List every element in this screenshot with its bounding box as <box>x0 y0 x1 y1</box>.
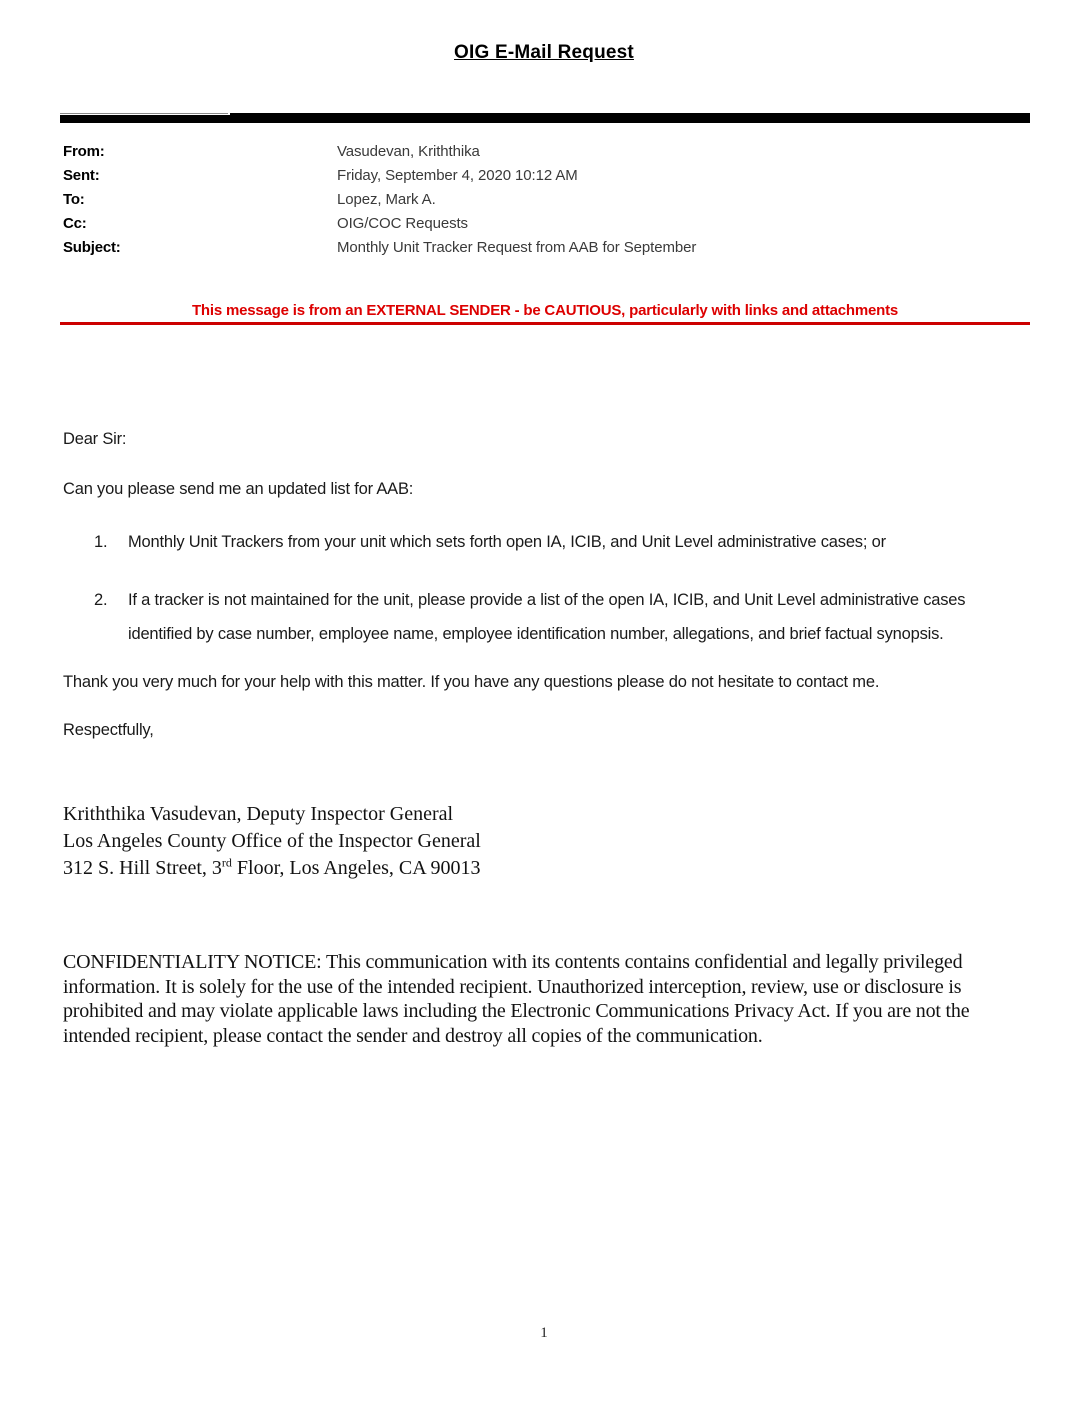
closing-paragraph: Thank you very much for your help with this matter. If you have any questions please do not hesitate to contact me. <box>63 673 880 691</box>
sent-value: Friday, September 4, 2020 10:12 AM <box>337 167 578 184</box>
header-divider-main <box>60 115 1030 123</box>
from-value: Vasudevan, Kriththika <box>337 143 480 160</box>
list-item-1 <box>63 525 988 559</box>
salutation: Dear Sir: <box>63 430 127 448</box>
header-row-cc <box>63 215 1030 239</box>
cc-label: Cc: <box>63 215 87 232</box>
document-title: OIG E-Mail Request <box>454 42 634 63</box>
signature-block <box>63 801 481 882</box>
header-divider-bar <box>60 112 1030 123</box>
address-suffix: Floor, Los Angeles, CA 90013 <box>231 857 481 879</box>
signature-organization: Los Angeles County Office of the Inspector General <box>63 830 481 852</box>
list-item-2 <box>63 583 988 651</box>
list-item-1-number: 1. <box>94 533 108 551</box>
valediction: Respectfully, <box>63 721 154 739</box>
list-item-1-text: Monthly Unit Trackers from your unit which sets forth open IA, ICIB, and Unit Level administrative cases; or <box>128 533 886 551</box>
cc-value: OIG/COC Requests <box>337 215 468 232</box>
from-label: From: <box>63 143 105 160</box>
confidentiality-notice: CONFIDENTIALITY NOTICE: This communication with its contents contains confidential and legally privileged information. It is solely for the use of the intended recipient. Unauthorized interception, review, use or disclosure is prohibited and may violate applicable laws including the Electronic Communications Privacy Act. If you are not the intended recipient, please contact the sender and destroy all copies of the communication. <box>63 951 970 1047</box>
list-item-2-text: If a tracker is not maintained for the unit, please provide a list of the open IA, ICIB, and Unit Level administrative cases identified by case number, employee name, employee identification number, allegations, and brief factual synopsis. <box>128 591 966 643</box>
email-header-fields <box>63 143 1030 263</box>
external-sender-warning: This message is from an EXTERNAL SENDER - be CAUTIOUS, particularly with links and attachments <box>191 302 899 319</box>
header-row-to <box>63 191 1030 215</box>
page-number: 1 <box>540 1325 548 1341</box>
email-body <box>63 428 988 741</box>
to-value: Lopez, Mark A. <box>337 191 436 208</box>
header-row-sent <box>63 167 1030 191</box>
intro-paragraph: Can you please send me an updated list for AAB: <box>63 480 414 498</box>
header-row-from <box>63 143 1030 167</box>
address-ordinal: rd <box>221 855 232 870</box>
subject-value: Monthly Unit Tracker Request from AAB for September <box>337 239 697 256</box>
subject-label: Subject: <box>63 239 121 256</box>
to-label: To: <box>63 191 85 208</box>
signature-address <box>63 855 481 882</box>
sent-label: Sent: <box>63 167 100 184</box>
header-row-subject <box>63 239 1030 263</box>
header-divider-left-line <box>60 113 228 114</box>
header-divider-right-ext <box>230 113 1030 116</box>
address-prefix: 312 S. Hill Street, 3 <box>63 857 222 879</box>
warning-divider-line <box>60 322 1030 325</box>
signature-name-title: Kriththika Vasudevan, Deputy Inspector General <box>63 803 454 825</box>
list-item-2-number: 2. <box>94 591 108 609</box>
